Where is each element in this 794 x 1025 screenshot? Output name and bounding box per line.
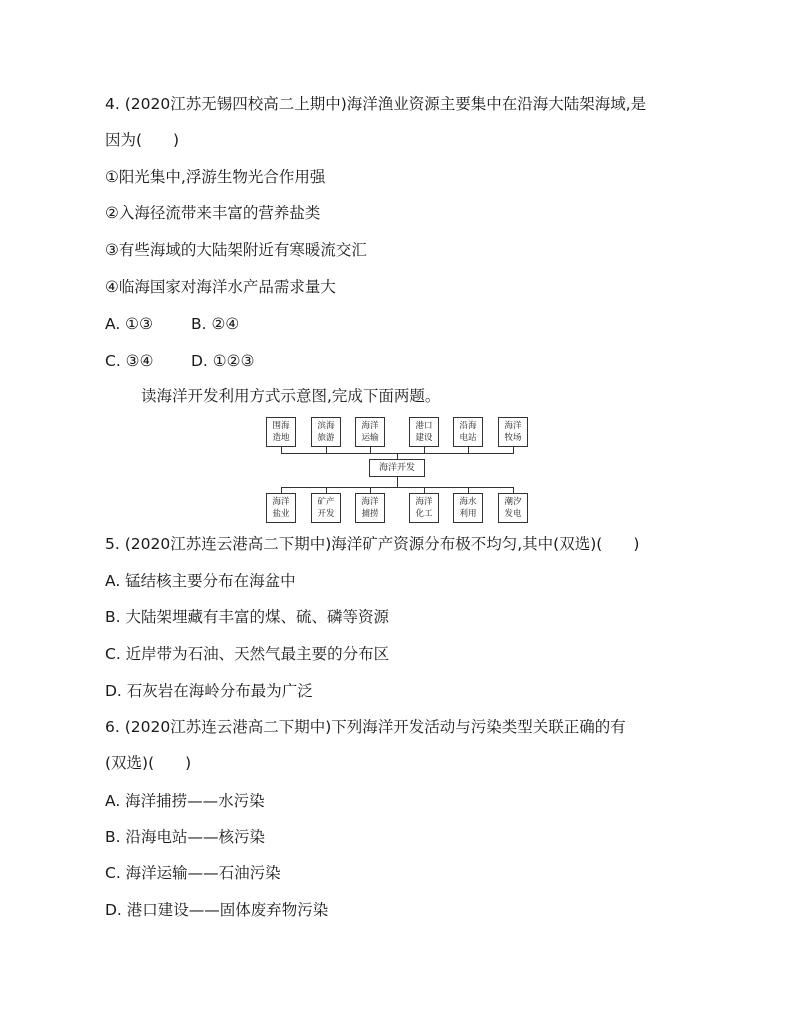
top-box-1: 围海 造地 — [266, 417, 296, 447]
q5-option-c: C. 近岸带为石油、天然气最主要的分布区 — [105, 645, 390, 663]
ocean-development-diagram — [266, 417, 528, 523]
bottom-box-1: 海洋 盐业 — [266, 493, 296, 523]
q4-option-2: ②入海径流带来丰富的营养盐类 — [105, 204, 321, 222]
q5-option-a: A. 锰结核主要分布在海盆中 — [105, 572, 296, 590]
top-box-5: 沿海 电站 — [453, 417, 483, 447]
q6-stem-line2: (双选)( ) — [105, 754, 192, 772]
q4-choice-a: A. ①③ — [105, 315, 153, 333]
q6-option-d: D. 港口建设——固体废弃物污染 — [105, 901, 329, 919]
q5-option-d: D. 石灰岩在海岭分布最为广泛 — [105, 682, 313, 700]
bottom-box-4: 海洋 化工 — [409, 493, 439, 523]
q6-option-c: C. 海洋运输——石油污染 — [105, 864, 281, 882]
q5-option-b: B. 大陆架埋藏有丰富的煤、硫、磷等资源 — [105, 608, 389, 626]
q6-option-b: B. 沿海电站——核污染 — [105, 828, 265, 846]
q4-choice-d: D. ①②③ — [191, 352, 255, 370]
bottom-box-6: 潮汐 发电 — [498, 493, 528, 523]
q4-choice-c: C. ③④ — [105, 352, 154, 370]
top-box-4: 港口 建设 — [409, 417, 439, 447]
q4-choice-b: B. ②④ — [191, 315, 240, 333]
q5-stem: 5. (2020江苏连云港高二下期中)海洋矿产资源分布极不均匀,其中(双选)( ) — [105, 535, 640, 553]
top-box-2: 滨海 旅游 — [311, 417, 341, 447]
top-box-3: 海洋 运输 — [355, 417, 385, 447]
bottom-box-5: 海水 利用 — [453, 493, 483, 523]
q4-option-1: ①阳光集中,浮游生物光合作用强 — [105, 168, 326, 186]
q6-stem-line1: 6. (2020江苏连云港高二下期中)下列海洋开发活动与污染类型关联正确的有 — [105, 718, 626, 736]
q4-option-3: ③有些海域的大陆架附近有寒暖流交汇 — [105, 241, 367, 259]
bottom-box-3: 海洋 捕捞 — [355, 493, 385, 523]
diagram-intro: 读海洋开发利用方式示意图,完成下面两题。 — [141, 387, 441, 405]
q4-stem-line2: 因为( ) — [105, 131, 180, 149]
center-box: 海洋开发 — [369, 459, 425, 477]
q4-option-4: ④临海国家对海洋水产品需求量大 — [105, 278, 336, 296]
q4-stem-line1: 4. (2020江苏无锡四校高二上期中)海洋渔业资源主要集中在沿海大陆架海域,是 — [105, 95, 647, 113]
q6-option-a: A. 海洋捕捞——水污染 — [105, 792, 265, 810]
bottom-box-2: 矿产 开发 — [311, 493, 341, 523]
top-box-6: 海洋 牧场 — [498, 417, 528, 447]
